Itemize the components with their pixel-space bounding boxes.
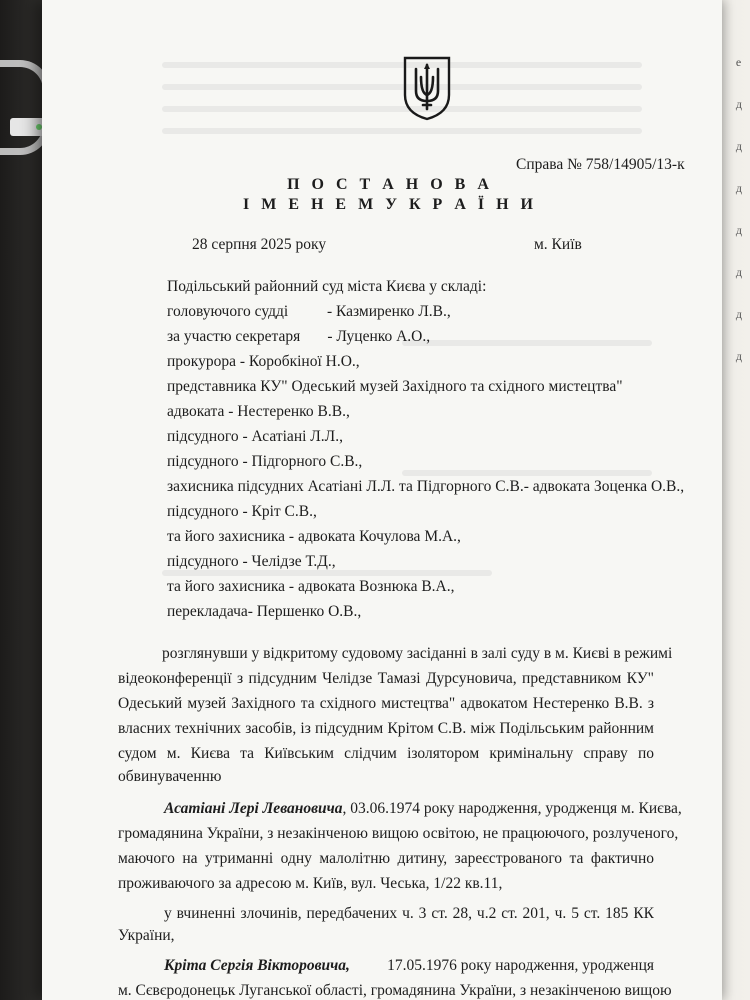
composition-line: Подільський районний суд міста Києва у складі: xyxy=(167,278,487,295)
person-1-line: маючого на утриманні одну малолітню дитину, зареєстрованого та фактично xyxy=(118,850,654,867)
trident-coat-of-arms-icon xyxy=(402,55,452,121)
paragraph-line: розглянувши у відкритому судовому засіданні в залі суду в м. Києві в режимі xyxy=(162,645,673,662)
person-1-details: , 03.06.1974 року народження, уродженця м. Києва, xyxy=(342,800,682,817)
paragraph-line: Одеський музей Західного та східного мистецтва" адвокатом Нестеренко В.В. з xyxy=(118,695,654,712)
composition-line: підсудного - Челідзе Т.Д., xyxy=(167,553,336,570)
underlying-sheet-mark: д xyxy=(735,181,742,195)
composition-line: підсудного - Підгорного С.В., xyxy=(167,453,363,470)
show-through xyxy=(402,470,652,476)
composition-line: підсудного - Асатіані Л.Л., xyxy=(167,428,343,445)
person-1-name: Асатіані Лері Левановича xyxy=(164,800,343,817)
underlying-sheet-mark: е xyxy=(735,55,742,69)
underlying-sheet-mark: д xyxy=(735,223,742,237)
composition-line: прокурора - Коробкіної Н.О., xyxy=(167,353,360,370)
person-2-line: м. Сєвєродонецьк Луганської області, громадянина України, з незакінченою вищою xyxy=(118,982,672,999)
underlying-sheet-mark: д xyxy=(735,349,742,363)
person-2-details: 17.05.1976 року народження, уродженця xyxy=(387,957,654,974)
underlying-sheet-mark: д xyxy=(735,307,742,321)
person-1-line: проживаючого за адресою м. Київ, вул. Чеська, 1/22 кв.11, xyxy=(118,875,503,892)
underlying-sheet-mark: д xyxy=(735,139,742,153)
composition-line: за участю секретаря - Луценко А.О., xyxy=(167,328,431,345)
composition-line: адвоката - Нестеренко В.В., xyxy=(167,403,350,420)
composition-line: та його захисника - адвоката Вознюка В.А., xyxy=(167,578,455,595)
composition-line: підсудного - Кріт С.В., xyxy=(167,503,317,520)
show-through xyxy=(162,128,642,134)
composition-line: та його захисника - адвоката Кочулова М.А., xyxy=(167,528,461,545)
case-number: Справа № 758/14905/13-к xyxy=(516,156,685,173)
person-1-line xyxy=(164,800,682,818)
paragraph-line: власних технічних засобів, із підсудним Крітом С.В. між Подільським районним xyxy=(118,720,654,737)
underlying-sheet-mark: д xyxy=(735,97,742,111)
document-page xyxy=(42,0,722,1000)
person-2-line xyxy=(164,957,654,975)
person-1-line: громадянина України, з незакінченою вищою освітою, не працюючого, розлученого, xyxy=(118,825,679,842)
document-date: 28 серпня 2025 року xyxy=(192,236,327,253)
composition-line: перекладача- Першенко О.В., xyxy=(167,603,362,620)
paragraph-line: судом м. Києва та Київським слідчим ізолятором кримінальну справу по xyxy=(118,745,654,762)
document-subtitle: І М Е Н Е М У К Р А Ї Н И xyxy=(242,196,537,213)
person-1-charge: у вчиненні злочинів, передбачених ч. 3 ст. 28, ч.2 ст. 201, ч. 5 ст. 185 КК xyxy=(164,905,654,922)
document-title: П О С Т А Н О В А xyxy=(287,176,493,193)
document-city: м. Київ xyxy=(534,236,582,253)
show-through xyxy=(402,340,652,346)
paragraph-line: обвинуваченню xyxy=(118,768,222,785)
person-1-charge: України, xyxy=(118,927,175,944)
composition-line: представника КУ" Одеський музей Західного та східного мистецтва" xyxy=(167,378,623,395)
composition-line: головуючого судді - Казмиренко Л.В., xyxy=(167,303,451,320)
underlying-sheet-mark: д xyxy=(735,265,742,279)
person-2-name: Кріта Сергія Вікторовича, xyxy=(164,957,350,974)
composition-line: захисника підсудних Асатіані Л.Л. та Підгорного С.В.- адвоката Зоценка О.В., xyxy=(167,478,685,495)
underlying-sheet-marks xyxy=(736,55,742,391)
paragraph-line: відеоконференції з підсудним Челідзе Тамазі Дурсуновича, представником КУ" xyxy=(118,670,654,687)
